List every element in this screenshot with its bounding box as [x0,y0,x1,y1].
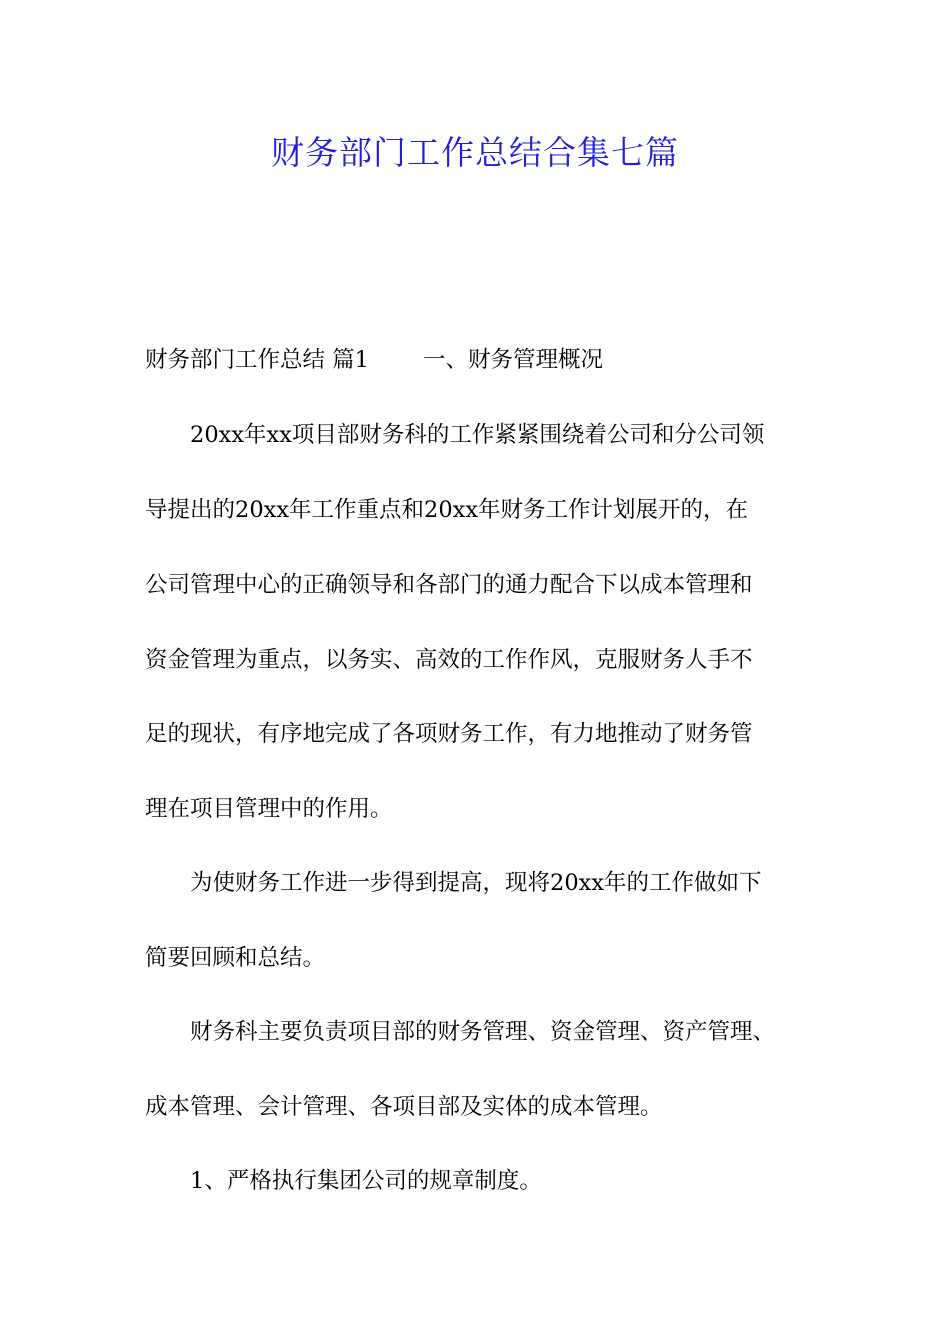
section-heading-line [145,345,603,375]
paragraph-line: 资金管理为重点，以务实、高效的工作作风，克服财务人手不 [145,647,753,673]
paragraph-line: 20xx年xx项目部财务科的工作紧紧围绕着公司和分公司领 [190,422,765,448]
document-title: 财务部门工作总结合集七篇 [271,133,679,172]
paragraph-line: 公司管理中心的正确领导和各部门的通力配合下以成本管理和 [145,572,753,598]
paragraph-line: 足的现状，有序地完成了各项财务工作，有力地推动了财务管 [145,721,753,747]
paragraph-line: 成本管理、会计管理、各项目部及实体的成本管理。 [145,1094,663,1120]
section-heading: 财务部门工作总结 篇1 [145,347,369,373]
paragraph-line: 财务科主要负责项目部的财务管理、资金管理、资产管理、 [190,1019,776,1045]
paragraph-line: 理在项目管理中的作用。 [145,796,393,822]
paragraph-line: 简要回顾和总结。 [145,945,326,971]
paragraph-line: 1、严格执行集团公司的规章制度。 [190,1168,542,1194]
subheading: 一、财务管理概况 [422,347,603,373]
paragraph-line: 导提出的20xx年工作重点和20xx年财务工作计划展开的，在 [145,497,749,523]
paragraph-line: 为使财务工作进一步得到提高，现将20xx年的工作做如下 [190,870,762,896]
